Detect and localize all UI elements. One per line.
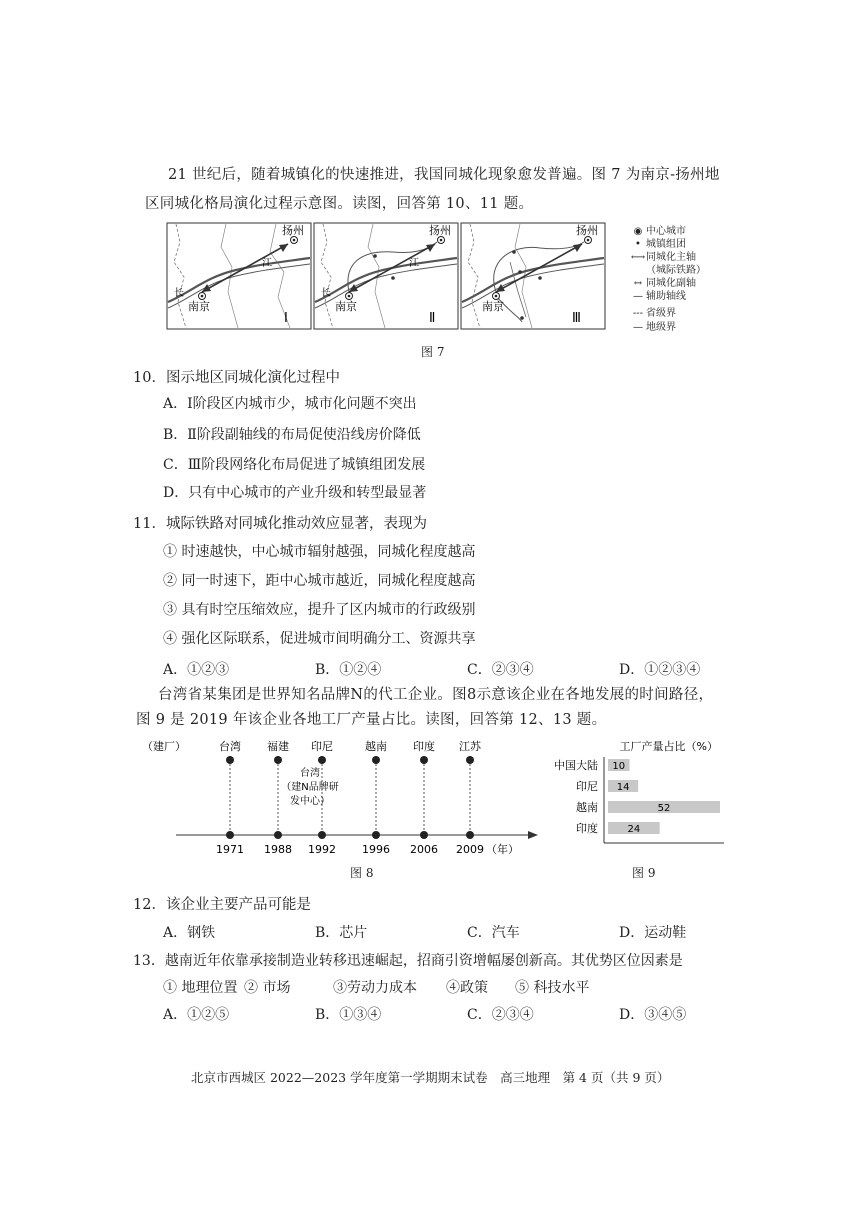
q13-stem: 13．越南近年依靠承接制造业转移迅速崛起，招商引资增幅屡创新高。其优势区位因素是 <box>133 953 683 969</box>
timeline-dot <box>372 756 380 764</box>
province-border-icon: --- <box>632 308 644 319</box>
figure-7-caption: 图 7 <box>421 345 445 359</box>
prefecture-border-icon: — <box>633 322 643 333</box>
river-label: 江 <box>409 258 419 269</box>
sub-axis-icon: ↔ <box>633 278 643 289</box>
timeline-dot <box>274 831 282 839</box>
figure-7-legend <box>630 222 740 334</box>
center-city-icon: ◉ <box>633 226 643 237</box>
q13-item-1: ① 地理位置 <box>163 980 238 996</box>
rd-center-note: 发中心） <box>290 796 330 807</box>
timeline-dot <box>318 831 326 839</box>
page-footer: 北京市西城区 2022—2023 学年度第一学期期末试卷 高三地理 第 4 页（共 9 页） <box>191 1070 670 1085</box>
q13-item-4: ④政策 <box>446 980 488 996</box>
timeline-year-label: 2009 <box>456 843 484 856</box>
map-panel-3 <box>461 223 605 329</box>
q11-option-a[interactable]: A．①②③ <box>163 662 230 678</box>
river-label: 长 <box>321 288 331 299</box>
bar-category-label: 越南 <box>576 801 598 814</box>
q10-option-a[interactable]: A．Ⅰ阶段区内城市少，城市化问题不突出 <box>163 396 417 412</box>
legend-label: 地级界 <box>646 322 676 333</box>
timeline-dot <box>274 756 282 764</box>
map-panel-1 <box>167 223 311 329</box>
city-label: 扬州 <box>282 224 304 237</box>
timeline-dot <box>466 756 474 764</box>
q11-item-2: ② 同一时速下，距中心城市越近，同城化程度越高 <box>163 573 476 589</box>
city-label: 扬州 <box>429 224 451 237</box>
q13-option-d[interactable]: D．③④⑤ <box>619 1007 687 1023</box>
legend-label: 中心城市 <box>646 226 686 237</box>
q13-item-2: ② 市场 <box>244 980 291 996</box>
q11-option-d[interactable]: D．①②③④ <box>619 662 701 678</box>
timeline-year-label: 2006 <box>410 843 438 856</box>
q11-stem: 11．城际铁路对同城化推动效应显著，表现为 <box>133 516 427 532</box>
bar-category-label: 印度 <box>576 822 598 835</box>
figure-7 <box>166 222 626 330</box>
timeline-dot <box>420 756 428 764</box>
timeline-year-label: 1971 <box>216 843 244 856</box>
q13-option-c[interactable]: C．②③④ <box>467 1007 534 1023</box>
bar-value-label: 52 <box>657 803 671 814</box>
stage-label: Ⅰ <box>284 311 288 326</box>
q13-item-3: ③劳动力成本 <box>333 980 417 996</box>
map-panel-2 <box>314 223 458 329</box>
intro1-line1: 21 世纪后，随着城镇化的快速推进，我国同城化现象愈发普遍。图 7 为南京-扬州地 <box>168 167 720 183</box>
q12-option-c[interactable]: C．汽车 <box>467 925 520 941</box>
q13-item-5: ⑤ 科技水平 <box>515 980 590 996</box>
timeline-dot <box>226 831 234 839</box>
city-label: 扬州 <box>576 224 598 237</box>
legend-label: 城镇组团 <box>646 239 686 250</box>
q11-item-1: ① 时速越快，中心城市辐射越强，同城化程度越高 <box>163 544 476 560</box>
river-label: 长 <box>174 288 184 299</box>
legend-label: （城际铁路） <box>646 265 706 276</box>
bar-value-label: 10 <box>612 761 626 772</box>
q10-option-b[interactable]: B．Ⅱ阶段副轴线的布局促使沿线房价降低 <box>163 427 421 443</box>
figure-8-timeline <box>140 735 540 860</box>
stage-label: Ⅱ <box>429 311 436 326</box>
q10-option-d[interactable]: D．只有中心城市的产业升级和转型最显著 <box>163 485 427 501</box>
q12-stem: 12．该企业主要产品可能是 <box>133 897 311 913</box>
figure-7-maps <box>166 222 626 330</box>
timeline-place-label: 江苏 <box>459 740 481 753</box>
bar-value-label: 24 <box>627 824 641 835</box>
aux-axis-icon: — <box>633 291 643 302</box>
chart-title: 工厂产量占比（%） <box>619 740 718 753</box>
figure-9-caption: 图 9 <box>632 866 656 880</box>
main-axis-icon: ⟷ <box>630 252 646 263</box>
timeline-dot <box>420 831 428 839</box>
rd-center-note: 台湾 <box>300 768 320 779</box>
intro2-line1: 台湾省某集团是世界知名品牌N的代工企业。图8示意该企业在各地发展的时间路径， <box>158 687 714 703</box>
q13-option-a[interactable]: A．①②⑤ <box>163 1007 230 1023</box>
timeline-dot <box>226 756 234 764</box>
city-label: 南京 <box>188 300 210 313</box>
timeline-dot <box>466 831 474 839</box>
timeline-place-label: 台湾 <box>219 740 241 753</box>
q12-option-a[interactable]: A．钢铁 <box>163 925 216 941</box>
q11-option-b[interactable]: B．①②④ <box>315 662 382 678</box>
figure-9-bar-chart <box>530 735 730 860</box>
q10-option-c[interactable]: C．Ⅲ阶段网络化布局促进了城镇组团发展 <box>163 457 426 473</box>
intro2-line2: 图 9 是 2019 年该企业各地工厂产量占比。读图，回答第 12、13 题。 <box>136 712 607 728</box>
timeline-header: （建厂） <box>142 740 186 753</box>
legend-label: 同城化副轴 <box>646 278 696 289</box>
intro1-line2: 区同城化格局演化过程示意图。读图，回答第 10、11 题。 <box>145 196 534 212</box>
figure-8 <box>140 735 540 860</box>
bar-category-label: 印尼 <box>576 780 598 793</box>
city-label: 南京 <box>482 300 504 313</box>
town-cluster-icon: • <box>635 239 641 250</box>
rd-center-note: （建N品牌研 <box>281 782 339 793</box>
q11-item-3: ③ 具有时空压缩效应，提升了区内城市的行政级别 <box>163 602 476 618</box>
timeline-year-label: 1992 <box>308 843 336 856</box>
q11-option-c[interactable]: C．②③④ <box>467 662 534 678</box>
q11-item-4: ④ 强化区际联系，促进城市间明确分工、资源共享 <box>163 631 476 647</box>
bar-category-label: 中国大陆 <box>554 759 598 772</box>
bar-value-label: 14 <box>616 782 630 793</box>
legend-label: 辅助轴线 <box>646 291 686 302</box>
timeline-place-label: 印尼 <box>311 740 333 753</box>
timeline-unit: （年） <box>486 843 519 856</box>
timeline-dot <box>318 756 326 764</box>
stage-label: Ⅲ <box>572 311 581 326</box>
timeline-place-label: 福建 <box>267 740 289 753</box>
timeline-place-label: 越南 <box>365 740 387 753</box>
q12-option-d[interactable]: D．运动鞋 <box>619 925 687 941</box>
q12-option-b[interactable]: B．芯片 <box>315 925 368 941</box>
figure-9 <box>530 735 730 860</box>
city-label: 南京 <box>335 300 357 313</box>
figure-8-caption: 图 8 <box>350 866 374 880</box>
legend-label: 同城化主轴 <box>646 252 696 263</box>
timeline-year-label: 1988 <box>264 843 292 856</box>
timeline-year-label: 1996 <box>362 843 390 856</box>
q13-option-b[interactable]: B．①③④ <box>315 1007 382 1023</box>
river-label: 江 <box>262 258 272 269</box>
timeline-place-label: 印度 <box>413 740 435 753</box>
q10-stem: 10．图示地区同城化演化过程中 <box>133 370 340 386</box>
timeline-dot <box>372 831 380 839</box>
legend-label: 省级界 <box>646 308 676 319</box>
